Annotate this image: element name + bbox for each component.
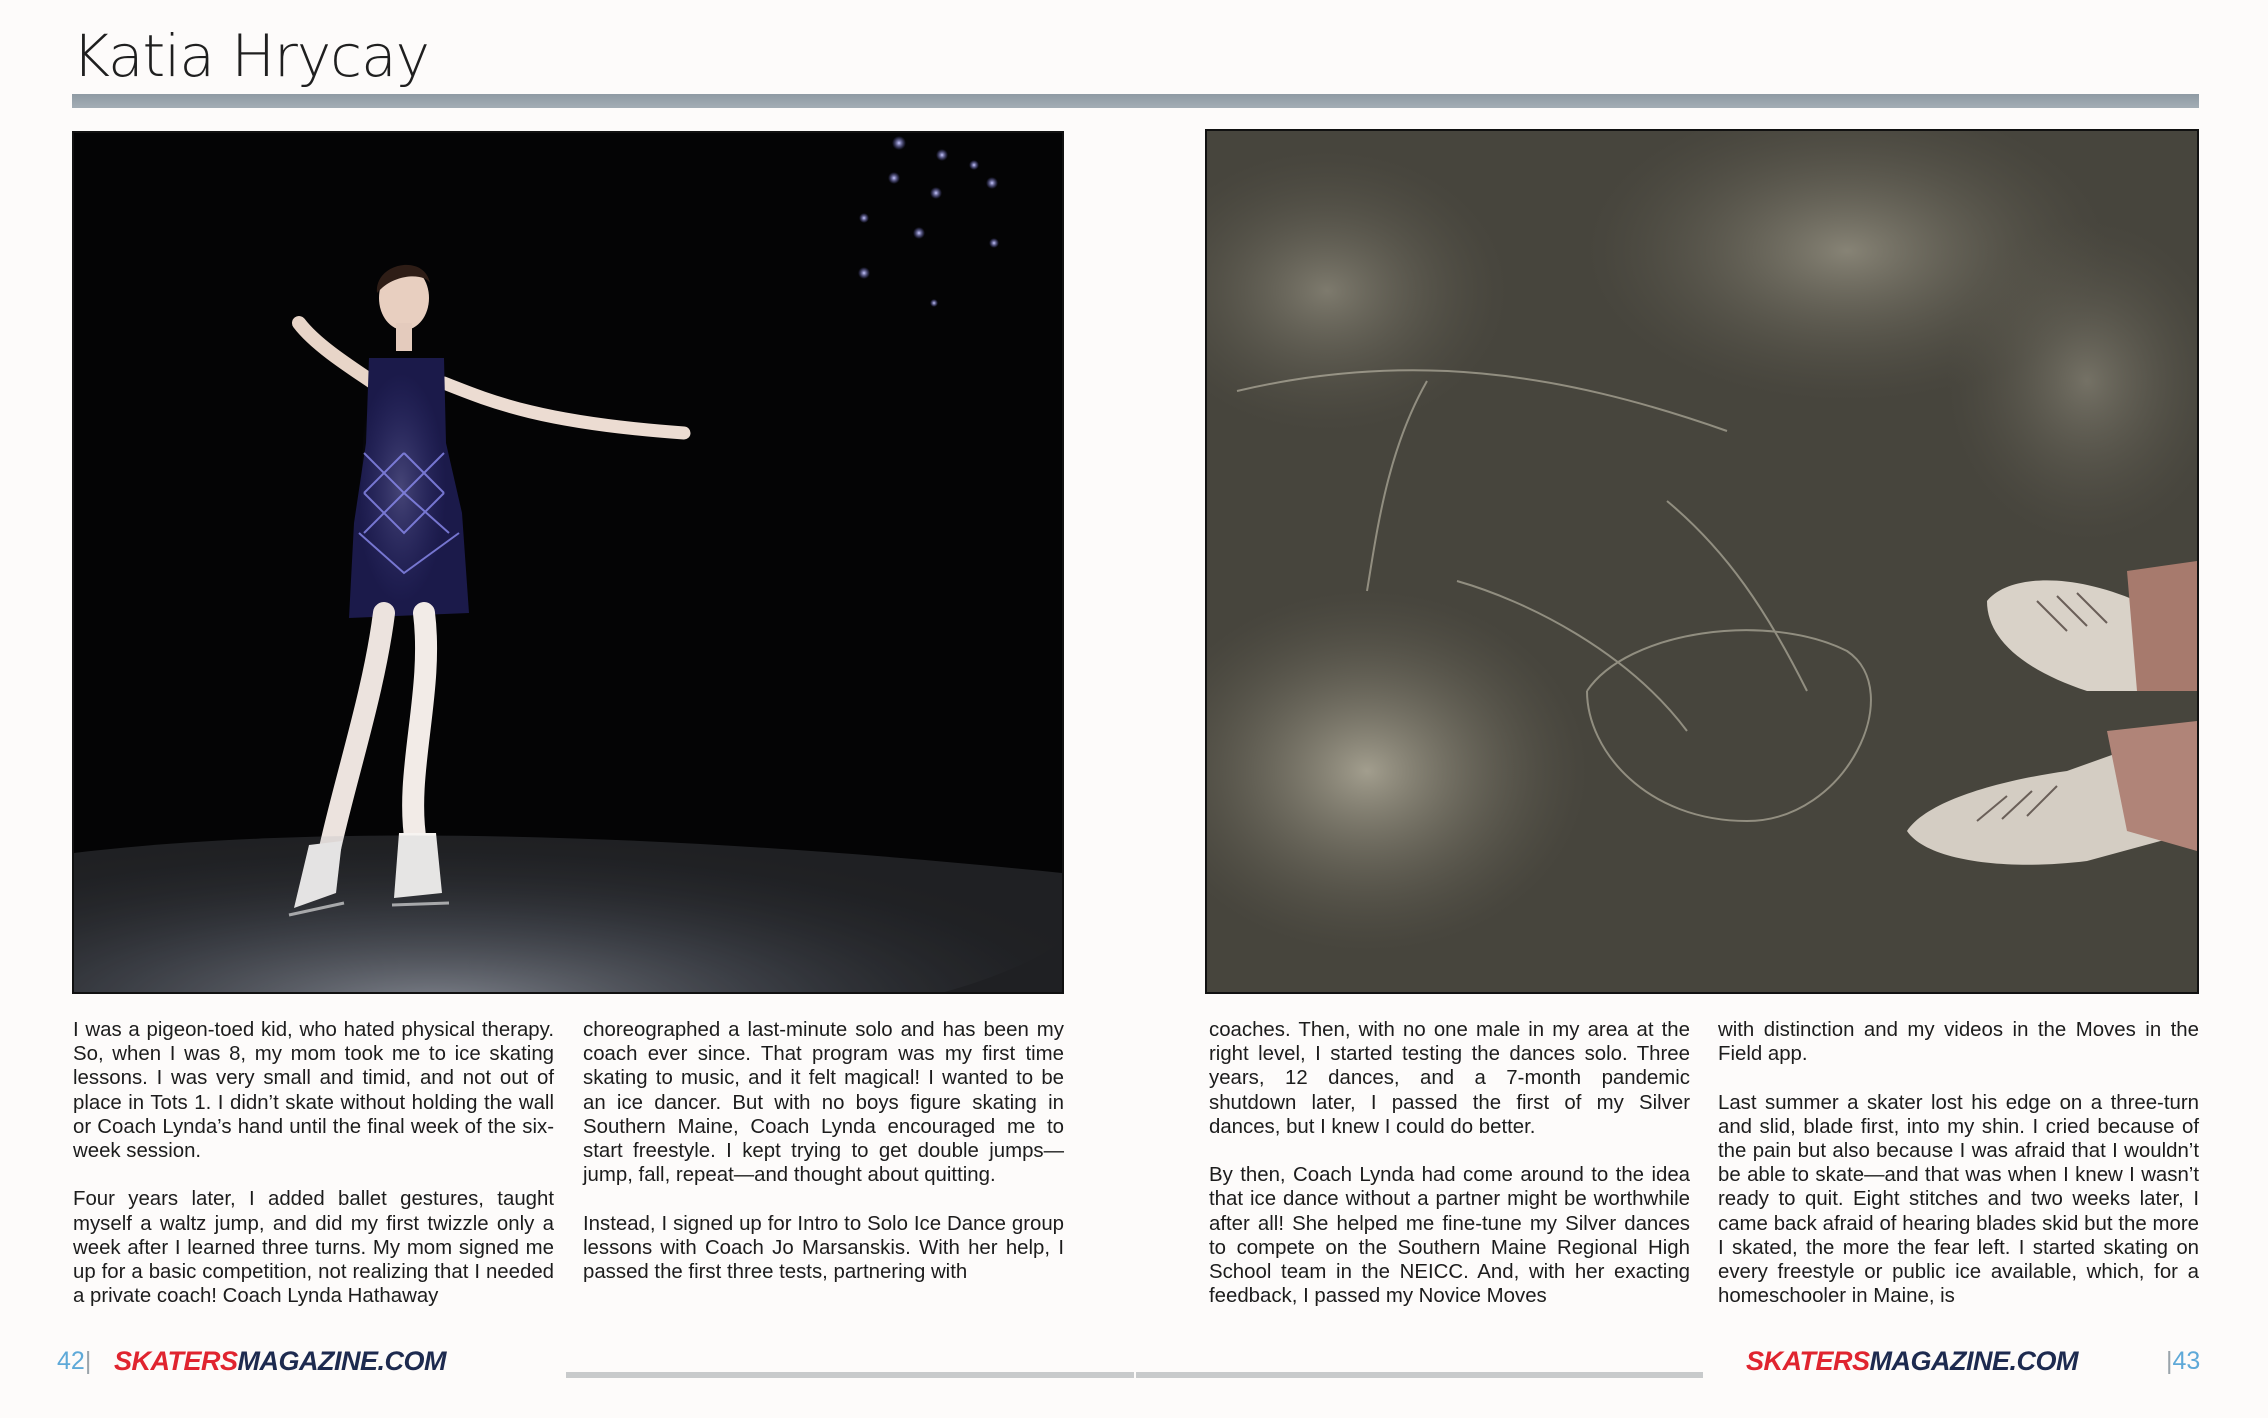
article-column-3 — [1209, 1018, 1690, 1333]
brand-logo-right — [1746, 1346, 2078, 1377]
paragraph: Four years later, I added ballet gestures, taught myself a waltz jump, and did my first twizzle only a week after I learned three turns. My mom signed me up for a basic competition, not realizing that I needed a private coach! Coach Lynda Hathaway — [73, 1188, 554, 1308]
skater-performance-photo — [72, 131, 1064, 994]
page-number-right — [2166, 1347, 2200, 1376]
footer-rule-left — [566, 1372, 1134, 1378]
folio-separator: | — [2166, 1347, 2173, 1375]
article-column-2 — [583, 1018, 1064, 1308]
paragraph: By then, Coach Lynda had come around to the idea that ice dance without a partner might be worthwhile after all! She helped me fine-tune my Silver dances to compete on the Southern Maine Regional High School team in the NEICC. And, with her exacting feedback, I passed my Novice Moves — [1209, 1164, 1690, 1308]
brand-word-skaters: SKATERS — [114, 1346, 238, 1376]
ice-skates-illustration — [1207, 131, 2197, 992]
brand-logo-left — [114, 1346, 446, 1377]
article-column-1 — [73, 1018, 554, 1333]
article-column-4 — [1718, 1018, 2199, 1333]
paragraph: choreographed a last-minute solo and has been my coach ever since. That program was my first time skating to music, and it felt magical! I wanted to be an ice dancer. But with no boys figure skating in Southern Maine, Coach Lynda encouraged me to start freestyle. I kept trying to get double jumps—jump, fall, repeat—and thought about quitting. — [583, 1019, 1064, 1187]
paragraph: coaches. Then, with no one male in my area at the right level, I started testing the dances solo. Three years, 12 dances, and a 7-month pandemic shutdown later, I passed the first of my Silver dances, but I knew I could do better. — [1209, 1019, 1690, 1138]
paragraph: Last summer a skater lost his edge on a three-turn and slid, blade first, into my shin. I cried because of the pain but also because I was afraid that I wouldn’t be able to skate—and that was when I knew I wasn’t ready to quit. Eight stitches and two weeks later, I came back afraid of hearing blades skid but the more I skated, the more the fear left. I started skating on every freestyle or public ice available, which, for a homeschooler in Maine, is — [1718, 1091, 2199, 1308]
footer-rule-right — [1136, 1372, 1703, 1378]
page-number-left — [57, 1347, 91, 1376]
paragraph: I was a pigeon-toed kid, who hated physical therapy. So, when I was 8, my mom took me to ice skating lessons. I was very small and timid, and not out of place in Tots 1. I didn’t skate without holding the wall or Coach Lynda’s hand until the final week of the six-week session. — [73, 1019, 554, 1163]
folio-separator: | — [84, 1347, 92, 1375]
page-number: 43 — [2172, 1347, 2201, 1375]
page-number: 42 — [57, 1347, 85, 1375]
ice-surface-photo — [1205, 129, 2199, 994]
paragraph: Instead, I signed up for Intro to Solo Ice Dance group lessons with Coach Jo Marsanskis. With her help, I passed the first three tests, partnering with — [583, 1212, 1064, 1284]
page-title: Katia Hrycay — [72, 22, 429, 90]
brand-word-skaters: SKATERS — [1746, 1346, 1870, 1376]
brand-word-magazine: MAGAZINE.COM — [237, 1346, 446, 1376]
skater-illustration — [74, 133, 1062, 992]
paragraph: with distinction and my videos in the Moves in the Field app. — [1718, 1019, 2199, 1066]
title-divider-bar — [72, 94, 2199, 108]
brand-word-magazine: MAGAZINE.COM — [1869, 1346, 2078, 1376]
